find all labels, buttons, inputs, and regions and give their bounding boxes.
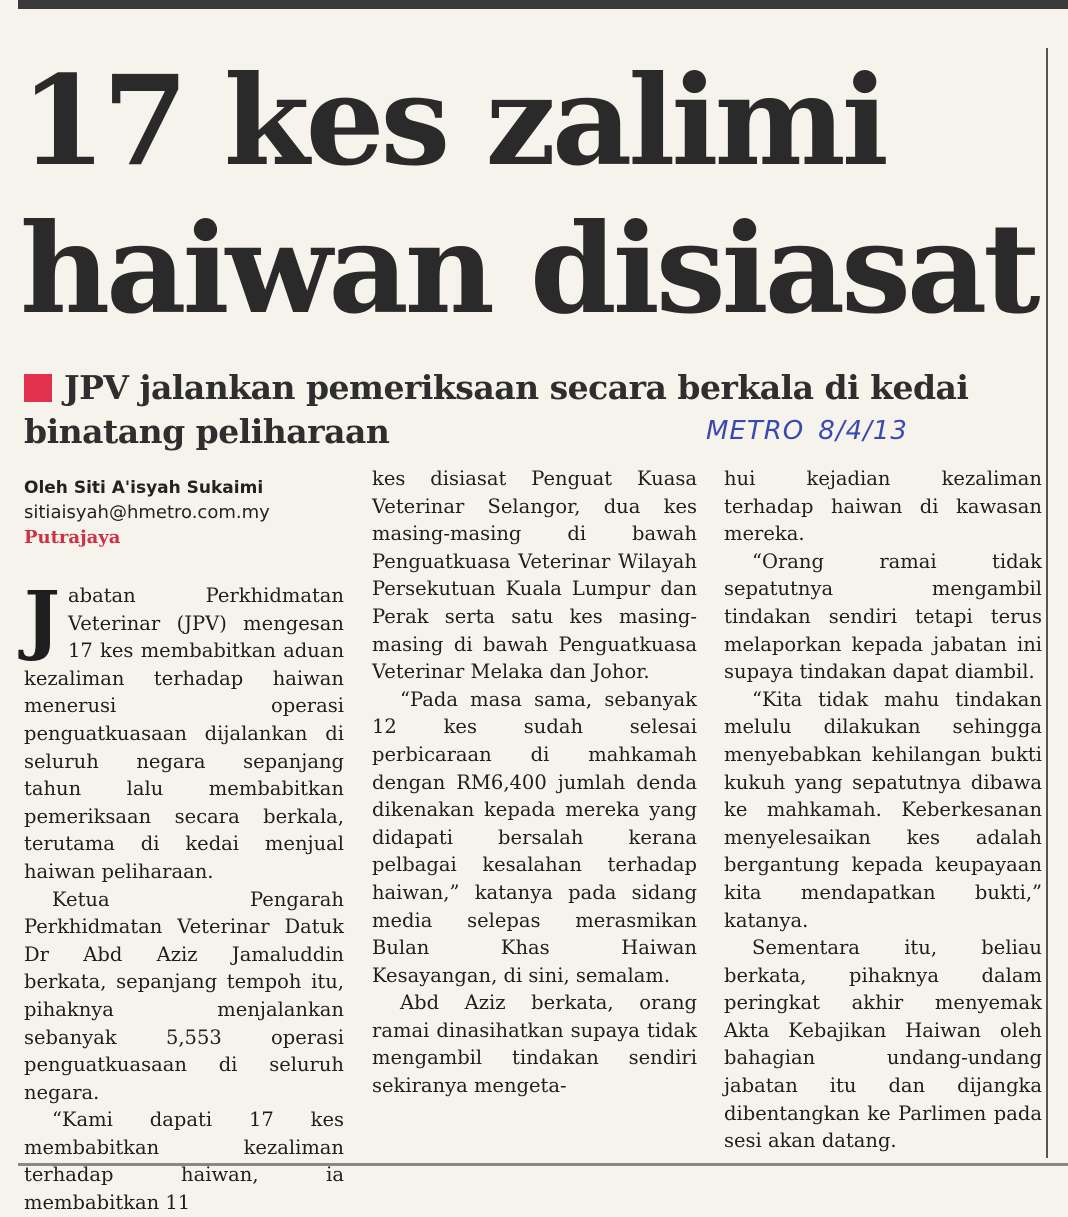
paragraph: “Pada masa sama, sebanyak 12 kes sudah selesai perbicaraan di mahkamah dengan RM6,400 jumlah denda dikenakan kepada mereka yang didapati bersalah kerana pelbagai kesalahan terhadap haiwan,” katanya pada sidang media selepas merasmikan Bulan Khas Haiwan Kesayangan, di sini, semalam. [372, 687, 697, 987]
byline [24, 478, 270, 548]
byline-author: Oleh Siti A'isyah Sukaimi [24, 478, 264, 498]
paragraph [24, 574, 344, 886]
red-square-icon [24, 374, 52, 402]
dropcap: J [24, 574, 60, 663]
paragraph: “Orang ramai tidak sepatutnya mengambil tindakan sendiri tetapi terus melaporkan kepada jabatan ini supaya tindakan dapat diambil. [724, 549, 1042, 684]
stamp-date: 8/4/13 [818, 416, 908, 446]
paragraph: Ketua Pengarah Perkhidmatan Veterinar Datuk Dr Abd Aziz Jamaluddin berkata, sepanjang tempoh itu, pihaknya menjalankan sebanyak 5,553 operasi penguatkuasaan di seluruh negara. [24, 887, 344, 1104]
headline [20, 48, 1040, 344]
article-column-3 [724, 465, 1042, 1155]
headline-line-2: haiwan disiasat [20, 197, 1037, 342]
handwritten-stamp [706, 416, 908, 446]
article-column-2 [372, 465, 697, 1100]
paragraph: hui kejadian kezaliman terhadap haiwan di kawasan mereka. [724, 467, 1042, 546]
paragraph: Sementara itu, beliau berkata, pihaknya dalam peringkat akhir menyemak Akta Kebajikan Haiwan oleh bahagian undang-undang jabatan itu dan dijangka dibentangkan ke Parlimen pada sesi akan datang. [724, 936, 1042, 1153]
paragraph: kes disiasat Penguat Kuasa Veterinar Selangor, dua kes masing-masing di bawah Penguatkuasa Veterinar Wilayah Persekutuan Kuala Lumpur dan Perak serta satu kes masing-masing di bawah Penguatkuasa Veterinar Melaka dan Johor. [372, 467, 697, 684]
stamp-paper: METRO [706, 416, 805, 446]
article-column-1 [24, 574, 344, 1217]
top-rule [18, 0, 1068, 9]
paragraph: Abd Aziz berkata, orang ramai dinasihatkan supaya tidak mengambil tindakan sendiri sekiranya mengeta- [372, 991, 697, 1098]
byline-email: sitiaisyah@hmetro.com.my [24, 502, 270, 523]
paragraph: “Kita tidak mahu tindakan melulu dilakukan sehingga menyebabkan kehilangan bukti kukuh yang sepatutnya dibawa ke mahkamah. Keberkesanan menyelesaikan kes adalah bergantung kepada keupayaan kita mendapatkan bukti,” katanya. [724, 687, 1042, 932]
column-rule [1046, 48, 1048, 1158]
deck-text: JPV jalankan pemeriksaan secara berkala di kedai binatang peliharaan [24, 368, 969, 451]
paragraph-text: abatan Perkhidmatan Veterinar (JPV) mengesan 17 kes membabitkan aduan kezaliman terhadap haiwan menerusi operasi penguatkuasaan dijalankan di seluruh negara sepanjang tahun lalu membabitkan pemeriksaan secara berkala, terutama di kedai menjual haiwan peliharaan. [24, 584, 344, 883]
dateline: Putrajaya [24, 527, 121, 548]
headline-line-1: 17 kes zalimi [20, 49, 885, 194]
paragraph: “Kami dapati 17 kes membabitkan kezaliman terhadap haiwan, ia membabitkan 11 [24, 1108, 344, 1215]
